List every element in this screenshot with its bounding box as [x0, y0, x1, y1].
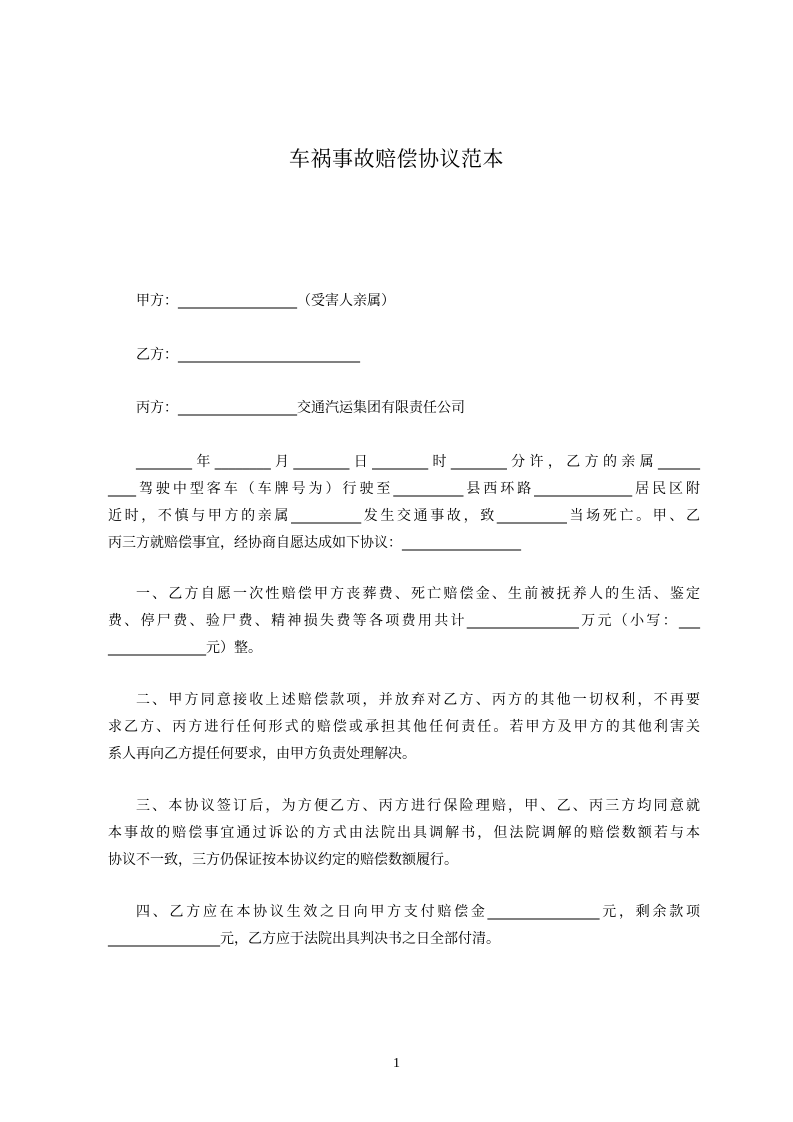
clause-4-line: 四、乙方应在本协议生效之日向甲方支付赔偿金________________元，剩余款项: [136, 904, 700, 920]
clause-3-line: 三、本协议签订后，为方便乙方、丙方进行保险理赔，甲、乙、丙三方均同意就: [136, 798, 700, 814]
page-number: 1: [393, 1056, 400, 1071]
clause-3-line: 本事故的赔偿事宜通过诉讼的方式由法院出具调解书，但法院调解的赔偿数额若与本: [108, 825, 700, 841]
clause-4-line: ________________元，乙方应于法院出具判决书之日全部付清。: [108, 931, 500, 947]
paragraph-1-line: ________年________月________日________时________分许，乙方的亲属______: [136, 454, 700, 470]
clause-1-line: ______________元）整。: [108, 640, 262, 656]
party-b-line: 乙方：__________________________: [136, 347, 360, 363]
clause-3-line: 协议不一致，三方仍保证按本协议约定的赔偿数额履行。: [108, 852, 458, 868]
document-title: 车祸事故赔偿协议范本: [289, 147, 504, 171]
paragraph-1-line: ____驾驶中型客车（车牌号为）行驶至__________县西环路______________居民区附: [108, 481, 700, 497]
party-a-line: 甲方：_________________（受害人亲属）: [136, 293, 395, 309]
paragraph-1-line: 丙三方就赔偿事宜，经协商自愿达成如下协议：_________________: [108, 535, 521, 551]
party-c-line: 丙方：_________________交通汽运集团有限责任公司: [136, 400, 465, 416]
clause-2-line: 求乙方、丙方进行任何形式的赔偿或承担其他任何责任。若甲方及甲方的其他利害关: [108, 719, 700, 735]
paragraph-1-line: 近时，不慎与甲方的亲属__________发生交通事故，致__________当场死亡。甲、乙: [108, 508, 700, 524]
clause-1-line: 费、停尸费、验尸费、精神损失费等各项费用共计________________万元（小写：___: [108, 613, 700, 629]
clause-2-line: 系人再向乙方提任何要求，由甲方负责处理解决。: [108, 746, 416, 762]
clause-2-line: 二、甲方同意接收上述赔偿款项，并放弃对乙方、丙方的其他一切权利，不再要: [136, 692, 700, 708]
clause-1-line: 一、乙方自愿一次性赔偿甲方丧葬费、死亡赔偿金、生前被抚养人的生活、鉴定: [136, 586, 700, 602]
